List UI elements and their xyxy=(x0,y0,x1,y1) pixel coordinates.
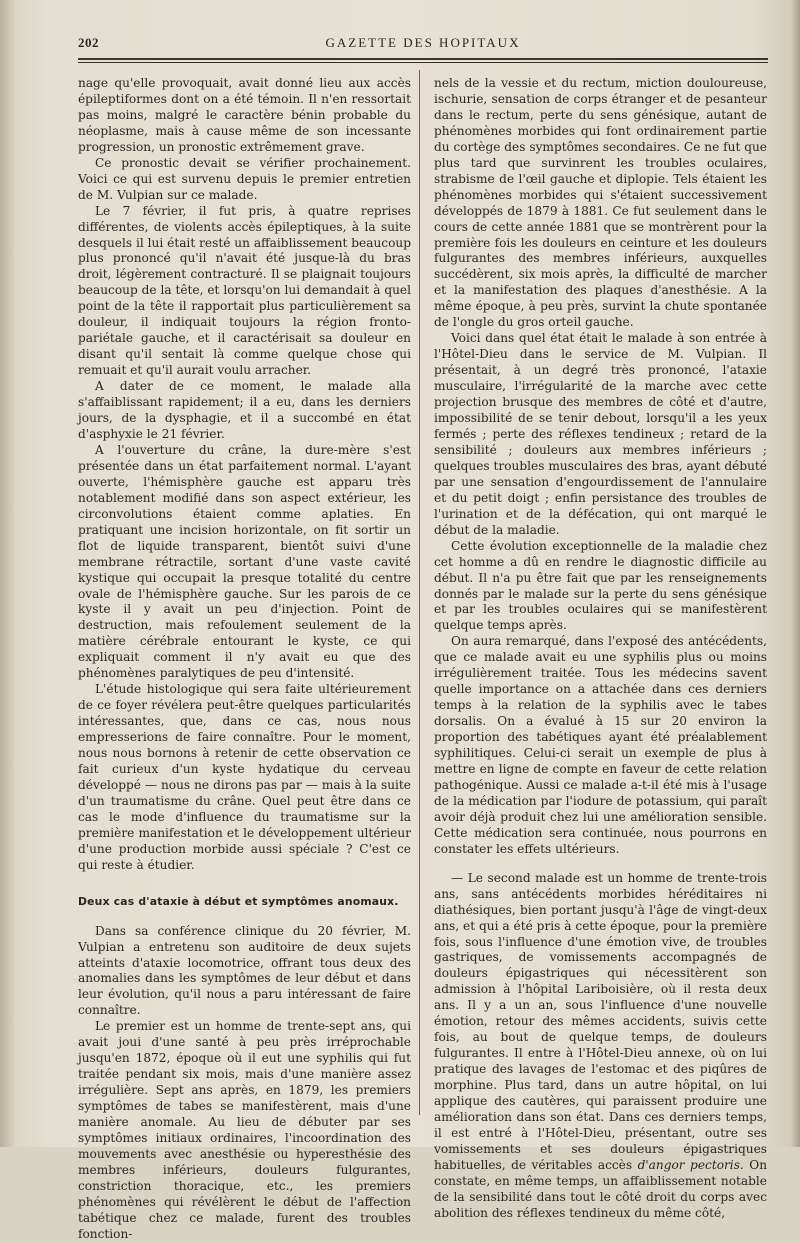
italic-term: d'angor pectoris. xyxy=(637,1157,744,1172)
page-number: 202 xyxy=(78,35,99,50)
paragraph: A dater de ce moment, le malade alla s'affaiblissant rapidement; il a eu, dans les derniers jours, de la dysphagie, et il a succombé en état d'asphyxie le 21 février. xyxy=(78,379,411,441)
page-left-edge xyxy=(0,0,14,1147)
paragraph: nels de la vessie et du rectum, miction douloureuse, ischurie, sensation de corps étranger et de pesanteur dans le rectum, perte du sens génésique, autant de phénomènes morbides qui font ordinairement partie du cortège des symptômes secondaires. Ce ne fut que plus tard que survinrent les troubles oculaires, strabisme de l'œil gauche et diplopie. Tels étaient les phénomènes morbides qui s'étaient successivement développés de 1879 à 1881. Ce fut seulement dans le cours de cette année 1881 que se montrèrent pour la première fois les douleurs en ceinture et les douleurs fulgurantes des membres inférieurs, auxquelles succédèrent, six mois après, la difficulté de marcher et la manifestation des plaques d'anesthésie. A la même époque, à peu près, survint la chute spontanée de l'ongle du gros orteil gauche. xyxy=(434,76,767,330)
column-divider xyxy=(419,70,420,1115)
paragraph: Voici dans quel état était le malade à son entrée à l'Hôtel-Dieu dans le service de M. Vulpian. Il présentait, à un degré très prononcé, l'ataxie musculaire, l'irrégularité de la marche avec cette projection brusque des membres de côté et d'autre, impossibilité de se tenir debout, lorsqu'il a les yeux fermés ; perte des réflexes tendineux ; retard de la sensibilité ; douleurs aux membres inférieurs ; quelques troubles musculaires des bras, ayant débuté par une sensation d'engourdissement de l'annulaire et du petit doigt ; enfin persistance des troubles de l'urination et de la défécation, qui ont marqué le début de la maladie. xyxy=(434,331,767,537)
paragraph xyxy=(434,871,767,1222)
paragraph-text: — Le second malade est un homme de trente-trois ans, sans antécédents morbides héréditaires ni diathésiques, bien portant jusqu'à l'âge de vingt-deux ans, et qui a été pris à cette époque, pour la première fois, sous l'influence d'une émotion vive, de troubles gastriques, de vomissements accompagnés de douleurs épigastriques qui nécessitèrent son admission à l'hôpital Lariboisière, où il resta deux ans. Il y a un an, sous l'influence d'une nouvelle émotion, retour des mêmes accidents, suivis cette fois, au bout de quelque temps, de douleurs fulgurantes. Il entre à l'Hôtel-Dieu annexe, où on lui pratique des lavages de l'estomac et des piqûres de morphine. Plus tard, dans un autre hôpital, on lui applique des cautères, qui paraissent produire une amélioration dans son état. Dans ces derniers temps, il est entré à l'Hôtel-Dieu, présentant, outre ses vomissements et ses douleurs épigastriques habituelles, de véritables accès xyxy=(434,870,767,1172)
paragraph: A l'ouverture du crâne, la dure-mère s'est présentée dans un état parfaitement normal. L'ayant ouverte, l'hémisphère gauche est apparu très notablement modifié dans son aspect extérieur, les circonvolutions étaient comme aplaties. En pratiquant une incision horizontale, on fit sortir un flot de liquide transparent, bientôt suivi d'une membrane rétractile, sortant d'une vaste cavité kystique qui occupait la presque totalité du centre ovale de l'hémisphère gauche. Sur les parois de ce kyste il y avait un peu d'injection. Point de destruction, mais refoulement seulement de la matière cérébrale entourant le kyste, ce qui expliquait comment il n'y avait eu que des phénomènes paralytiques de peu d'intensité. xyxy=(78,442,411,681)
header-rule-thin xyxy=(78,62,768,63)
paragraph: Le premier est un homme de trente-sept ans, qui avait joui d'une santé à peu près irréprochable jusqu'en 1872, époque où il eut une syphilis qui fut traitée pendant six mois, mais d'une manière assez irrégulière. Sept ans après, en 1879, les premiers symptômes de tabes se manifestèrent, mais d'une manière anomale. Au lieu de débuter par ses symptômes initiaux ordinaires, l'incoordination des mouvements avec anesthésie ou hyperesthésie des membres inférieurs, douleurs fulgurantes, constriction thoracique, etc., les premiers phénomènes qui révélèrent le début de l'affection tabétique chez ce malade, furent des troubles fonction- xyxy=(78,1019,411,1241)
journal-title: GAZETTE DES HOPITAUX xyxy=(325,35,521,50)
paragraph-gap xyxy=(434,858,767,871)
page-right-edge xyxy=(790,0,800,1147)
paragraph: L'étude histologique qui sera faite ultérieurement de ce foyer révélera peut-être quelques particularités intéressantes, que, dans ce cas, nous nous empresserions de faire connaître. Pour le moment, nous nous bornons à retenir de cette observation ce fait curieux d'un kyste hydatique du cerveau développé — nous ne dirons pas par — mais à la suite d'un traumatisme du crâne. Quel peut être dans ce cas le mode d'influence du traumatisme sur la première manifestation et le développement ultérieur d'une production morbide aussi spéciale ? C'est ce qui reste à étudier. xyxy=(78,682,411,872)
left-column xyxy=(78,76,411,1243)
section-heading: Deux cas d'ataxie à début et symptômes anomaux. xyxy=(78,894,399,908)
paragraph: Le 7 février, il fut pris, à quatre reprises différentes, de violents accès épileptiques, à la suite desquels il lui était resté un affaiblissement beaucoup plus prononcé qu'il n'avait été jusque-là du bras droit, légèrement contracturé. Il se plaignait toujours beaucoup de la tête, et lorsqu'on lui demandait à quel point de la tête il rapportait plus particulièrement sa douleur, il indiquait toujours la région fronto-pariétale gauche, et il caractérisait sa douleur en disant qu'il sentait là comme quelque chose qui remuait et qu'il aurait voulu arracher. xyxy=(78,203,411,378)
header-rule xyxy=(78,58,768,60)
paragraph: Cette évolution exceptionnelle de la maladie chez cet homme a dû en rendre le diagnostic difficile au début. Il n'a pu être fait que par les renseignements donnés par le malade sur la perte du sens génésique et par les troubles oculaires qui se manifestèrent quelque temps après. xyxy=(434,538,767,633)
page-header xyxy=(78,33,768,55)
right-column xyxy=(434,76,767,1222)
paragraph: nage qu'elle provoquait, avait donné lieu aux accès épileptiformes dont on a été témoin. Il n'en ressortait pas moins, malgré le caractère bénin probable du néoplasme, mais à cause même de son incessante progression, un pronostic extrêmement grave. xyxy=(78,76,411,154)
paragraph-text: On constate, en même temps, un affaiblissement notable de la sensibilité dans tout le côté droit du corps avec abolition des réflexes tendineux du même côté, xyxy=(434,1157,768,1220)
paragraph: On aura remarqué, dans l'exposé des antécédents, que ce malade avait eu une syphilis plus ou moins irrégulièrement traitée. Tous les médecins savent quelle importance on a attachée dans ces derniers temps à la relation de la syphilis avec le tabes dorsalis. On a évalué à 15 sur 20 environ la proportion des tabétiques ayant été préalablement syphilitiques. Celui-ci serait un exemple de plus à mettre en ligne de compte en faveur de cette relation pathogénique. Aussi ce malade a-t-il été mis à l'usage de la médication par l'iodure de potassium, qui paraît avoir déjà produit chez lui une amélioration sensible. Cette médication sera continuée, nous pourrons en constater les effets ultérieurs. xyxy=(434,634,767,856)
paragraph: Dans sa conférence clinique du 20 février, M. Vulpian a entretenu son auditoire de deux sujets atteints d'ataxie locomotrice, offrant tous deux des anomalies dans les symptômes de leur début et dans leur évolution, qu'il nous a paru intéressant de faire connaître. xyxy=(78,923,411,1018)
paragraph: Ce pronostic devait se vérifier prochainement. Voici ce qui est survenu depuis le premier entretien de M. Vulpian sur ce malade. xyxy=(78,155,411,202)
